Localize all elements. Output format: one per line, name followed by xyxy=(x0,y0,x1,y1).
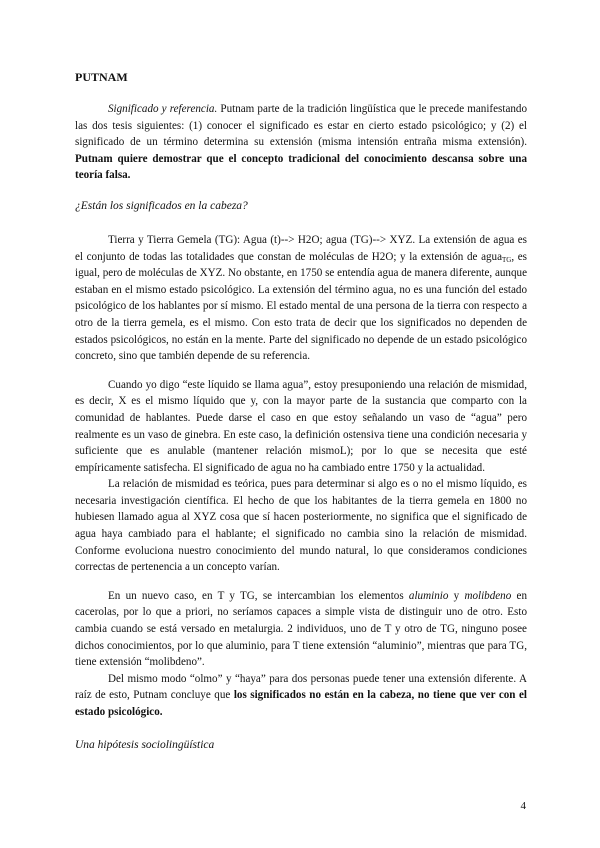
p5-text-a: Del mismo modo “olmo” y “haya” para dos personas puede tener una extensión diferente. A raíz de esto, Putnam concluye que xyxy=(75,672,527,702)
section-title-2: Una hipótesis sociolingüística xyxy=(75,738,215,751)
p1-subscript: TG xyxy=(502,255,512,264)
p4-italic-1: aluminio xyxy=(408,589,449,602)
intro-text: Putnam parte de la tradición lingüística que le precede manifestando las dos tesis siguientes: (1) conocer el significado es estar en cierto estado psicológico; y (2) el significado de un término determina su extensión (misma intensión entraña misma extensión). xyxy=(75,103,528,149)
document-title: PUTNAM xyxy=(75,70,128,84)
intro-bold: Putnam quiere demostrar que el concepto tradicional del conocimiento descansa sobre una teoría falsa. xyxy=(75,152,527,182)
p5-bold: los significados no están en la cabeza, no tiene que ver con el estado psicológico. xyxy=(75,689,527,718)
paragraph-1 xyxy=(75,232,527,365)
intro-italic: Significado y referencia. xyxy=(108,103,218,115)
intro-paragraph xyxy=(75,101,527,184)
p1-text-a: Tierra y Tierra Gemela (TG): Agua (t)--> H2O; agua (TG)--> XYZ. La extensión de agua es el conjunto de todas las totalidades que constan de moléculas de H2O; y la extensión de agua xyxy=(75,233,527,263)
p4-text-a: En un nuevo caso, en T y TG, se intercambian los elementos xyxy=(108,589,409,602)
p4-italic-2: molibdeno xyxy=(464,589,512,602)
paragraph-4 xyxy=(75,588,527,671)
document-page xyxy=(75,70,527,751)
section-title-1: ¿Están los significados en la cabeza? xyxy=(75,199,248,212)
paragraph-2: Cuando yo digo “este líquido se llama agua”, estoy presuponiendo una relación de mismidad, es decir, X es el mismo líquido que y, con la mayor parte de la sustancia que comparto con la comunidad de hablantes. Puede darse el caso en que estoy señalando un vaso de “agua” pero realmente es un vaso de ginebra. En este caso, la definición ostensiva tiene una condición necesaria y suficiente que es anulable (mantener relación mismoL); por lo que se necesita que esté empíricamente satisfecha. El significado de agua no ha cambiado entre 1750 y la actualidad. xyxy=(75,378,527,474)
p4-text-c: en cacerolas, por lo que a priori, no seríamos capaces a simple vista de distinguir uno de otro. Esto cambia cuando se está versado en metalurgia. 2 individuos, uno de T y otro de TG, ninguno posee dichos conocimientos, por lo que aluminio, para T tiene extensión “aluminio”, mientras que para TG, tiene extensión “molibdeno”. xyxy=(75,589,528,669)
p1-text-b: , es igual, pero de moléculas de XYZ. No obstante, en 1750 se entendía agua de manera diferente, aunque estaban en el mismo estado psicológico. La extensión del término agua, no es una función del estado psicológico de los hablantes por sí mismo. El estado mental de una persona de la tierra con respecto a otro de la tierra gemela, es el mismo. Con esto trata de decir que los significados no dependen de estados psicológicos, no están en la mente. Parte del significado no depende de un estado psicológico concreto, sino que también depende de su referencia. xyxy=(75,250,527,363)
paragraph-5 xyxy=(75,671,527,721)
page-number: 4 xyxy=(520,800,526,812)
paragraph-3: La relación de mismidad es teórica, pues para determinar si algo es o no el mismo líquido, es necesaria investigación científica. El hecho de que los habitantes de la tierra gemela en 1800 no hubiesen llamado agua al XYZ cosa que sí hacen posteriormente, no significa que el significado de agua haya cambiado para el hablante; el significado no cambia sino la relación de mismidad. Conforme evoluciona nuestro conocimiento del mundo natural, lo que consideramos condiciones correctas de pertenencia a un concepto varían. xyxy=(75,478,527,574)
p4-text-b: y xyxy=(448,589,465,602)
